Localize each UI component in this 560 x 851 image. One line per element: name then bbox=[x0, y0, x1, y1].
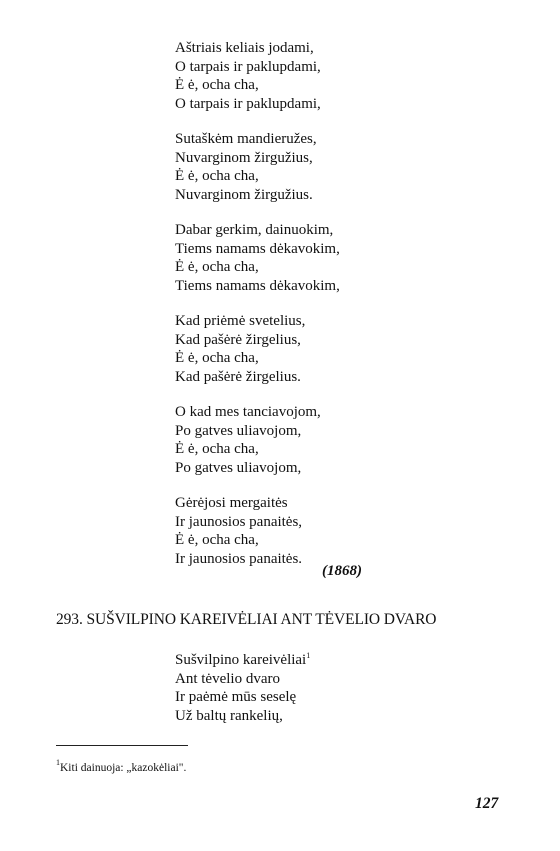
verse-line: Ir jaunosios panaitės, bbox=[175, 513, 303, 530]
verse-line: Nuvarginom žirgužius. bbox=[175, 186, 313, 203]
verse-line: Ė ė, ocha cha, bbox=[175, 77, 259, 93]
verse-line: Tiems namams dėkavokim, bbox=[175, 240, 340, 257]
page-number: 127 bbox=[475, 795, 499, 812]
verse-line: Ant tėvelio dvaro bbox=[175, 670, 280, 687]
stanza-3 bbox=[175, 221, 475, 295]
footnote-reference: 1 bbox=[306, 651, 311, 660]
verse-line: Tiems namams dėkavokim, bbox=[175, 277, 340, 294]
poem-stanzas bbox=[175, 39, 475, 585]
verse-line: Nuvarginom žirgužius, bbox=[175, 149, 313, 166]
stanza-6 bbox=[175, 494, 475, 568]
song-293-stanza bbox=[175, 651, 475, 725]
footnote-mark: 1 bbox=[56, 758, 60, 767]
footnote bbox=[56, 758, 187, 774]
stanza-1 bbox=[175, 39, 475, 113]
verse-line: Kad priėmė svetelius, bbox=[175, 313, 306, 329]
verse-line: Kad pašėrė žirgelius, bbox=[175, 331, 301, 348]
stanza-4 bbox=[175, 312, 475, 386]
verse-line: Ė ė, ocha cha, bbox=[175, 259, 259, 275]
footnote-text: Kiti dainuoja: „kazokėliai". bbox=[60, 762, 187, 774]
verse-line: Aštriais keliais jodami, bbox=[175, 40, 314, 56]
verse-line: Ė ė, ocha cha, bbox=[175, 441, 259, 457]
poem-date: (1868) bbox=[322, 563, 362, 579]
verse-line: Dabar gerkim, dainuokim, bbox=[175, 222, 334, 238]
verse-line: O kad mes tanciavojom, bbox=[175, 404, 321, 420]
verse-line: Ir jaunosios panaitės. bbox=[175, 550, 303, 567]
verse-text: Sušvilpino kareivėliai bbox=[175, 652, 307, 668]
verse-line: Po gatves uliavojom, bbox=[175, 459, 302, 476]
verse-line: Kad pašėrė žirgelius. bbox=[175, 368, 301, 385]
verse-line: Ė ė, ocha cha, bbox=[175, 532, 259, 548]
verse-line: Sutaškėm mandieružes, bbox=[175, 131, 317, 147]
verse-line: Už baltų rankelių, bbox=[175, 707, 283, 724]
verse-line: Gėrėjosi mergaitės bbox=[175, 495, 288, 511]
verse-line: Ė ė, ocha cha, bbox=[175, 168, 259, 184]
song-heading: 293. SUŠVILPINO KAREIVĖLIAI ANT TĖVELIO DVARO bbox=[56, 611, 437, 628]
footnote-divider bbox=[56, 745, 188, 746]
verse-line: O tarpais ir paklupdami, bbox=[175, 95, 321, 112]
stanza-2 bbox=[175, 130, 475, 204]
stanza-5 bbox=[175, 403, 475, 477]
verse-line: O tarpais ir paklupdami, bbox=[175, 58, 321, 75]
verse-line: Ir paėmė mūs seselę bbox=[175, 689, 297, 705]
verse-line: Ė ė, ocha cha, bbox=[175, 350, 259, 366]
verse-line: Po gatves uliavojom, bbox=[175, 422, 302, 439]
verse-line bbox=[175, 651, 475, 670]
